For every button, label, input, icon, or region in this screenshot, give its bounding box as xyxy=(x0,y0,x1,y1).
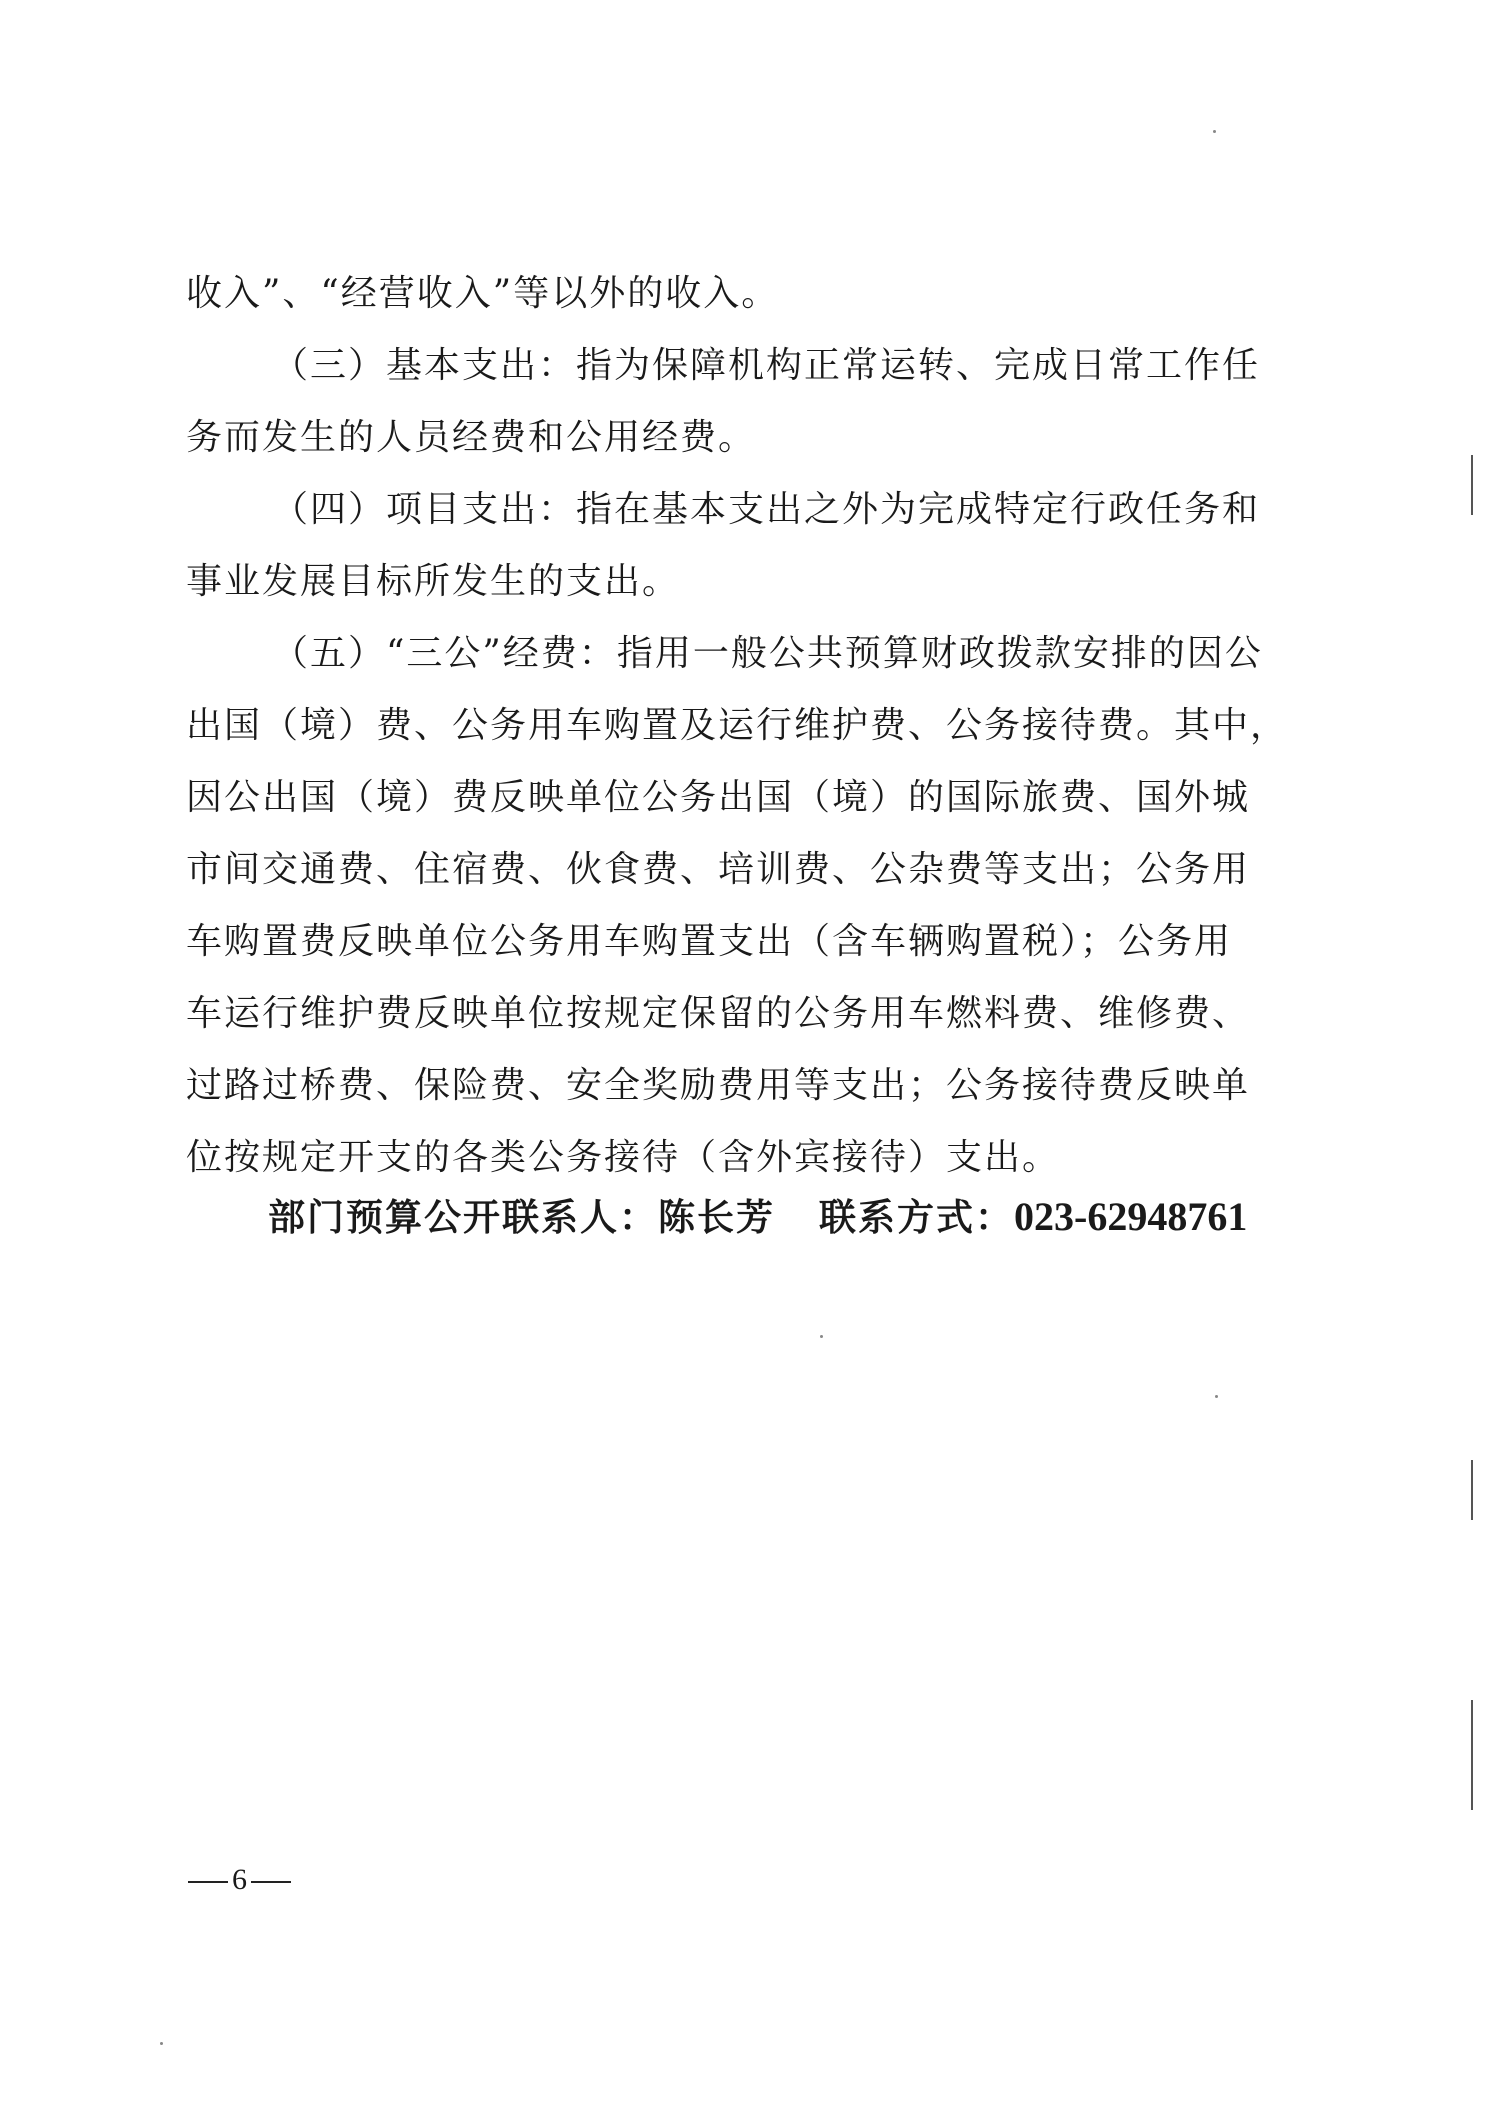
text-line: 收入”、“经营收入”等以外的收入。 xyxy=(186,273,780,314)
section-heading: （三）基本支出： xyxy=(272,345,577,386)
scan-speck xyxy=(160,2042,163,2045)
page-number xyxy=(184,1860,295,1900)
contact-method-label: 联系方式： xyxy=(819,1195,1014,1239)
scan-edge-mark xyxy=(1471,1460,1473,1520)
text-line: 过路过桥费、保险费、安全奖励费用等支出；公务接待费反映单 xyxy=(186,1065,1251,1106)
contact-phone: 023-62948761 xyxy=(1014,1194,1248,1239)
contact-line xyxy=(268,1187,1247,1247)
body-text xyxy=(186,258,1289,1194)
text-line xyxy=(186,474,1278,546)
section-heading: （四）项目支出： xyxy=(272,489,577,530)
section-heading: （五）“三公”经费： xyxy=(272,633,617,674)
dash-right xyxy=(251,1881,291,1883)
contact-person: 部门预算公开联系人：陈长芳 xyxy=(268,1195,775,1239)
text-line: 因公出国（境）费反映单位公务出国（境）的国际旅费、国外城 xyxy=(186,777,1251,818)
text-line xyxy=(186,618,1278,690)
scan-edge-mark xyxy=(1471,455,1473,515)
text-line: 出国（境）费、公务用车购置及运行维护费、公务接待费。其中， xyxy=(186,705,1289,746)
text-line: 车购置费反映单位公务用车购置支出（含车辆购置税）；公务用 xyxy=(186,921,1233,962)
scan-speck xyxy=(1213,130,1216,133)
scan-speck xyxy=(1215,1395,1218,1398)
dash-left xyxy=(188,1881,228,1883)
text-line: 事业发展目标所发生的支出。 xyxy=(186,561,681,602)
text-line: 车运行维护费反映单位按规定保留的公务用车燃料费、维修费、 xyxy=(186,993,1251,1034)
text-line: 市间交通费、住宿费、伙食费、培训费、公杂费等支出；公务用 xyxy=(186,849,1251,890)
page-number-value: 6 xyxy=(232,1863,247,1896)
scan-edge-mark xyxy=(1471,1700,1473,1810)
section-text: 指用一般公共预算财政拨款安排的因公 xyxy=(616,633,1263,674)
text-line xyxy=(186,330,1278,402)
scan-speck xyxy=(820,1335,823,1338)
text-line: 位按规定开支的各类公务接待（含外宾接待）支出。 xyxy=(186,1137,1061,1178)
section-text: 指为保障机构正常运转、完成日常工作任 xyxy=(576,345,1261,386)
text-line: 务而发生的人员经费和公用经费。 xyxy=(186,417,757,458)
section-text: 指在基本支出之外为完成特定行政任务和 xyxy=(576,489,1261,530)
